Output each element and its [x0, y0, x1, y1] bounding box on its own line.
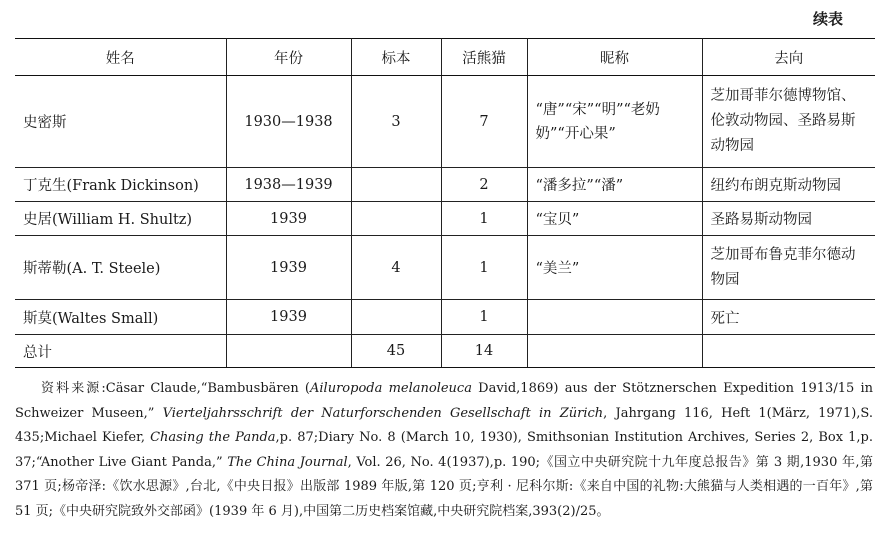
header-nicknames: 昵称 [527, 39, 702, 76]
header-specimens: 标本 [351, 39, 441, 76]
source-italic-book: Chasing the Panda [150, 430, 276, 445]
cell-name: 史密斯 [15, 76, 226, 168]
cell-destination [702, 335, 875, 368]
table-row-total [15, 335, 875, 368]
cell-destination: 芝加哥布鲁克菲尔德动物园 [702, 236, 875, 300]
cell-years: 1939 [226, 236, 351, 300]
source-text: ,p. 87;Diary No. 8 (March 10, 1930), Smithsonian Institution Archives, Series 2, Box 1,p. 37;“Another Live Giant Panda,” [15, 430, 873, 470]
source-italic-journal: The China Journal [227, 454, 348, 470]
source-text: David,1869) aus der Stötznerschen Expedition 1913/15 in Schweizer Museen,” [15, 381, 873, 421]
cell-nicknames [527, 335, 702, 368]
table-header-row [15, 39, 875, 76]
cell-live: 2 [441, 168, 527, 202]
cell-specimens [351, 168, 441, 202]
cell-name: 总计 [15, 335, 226, 368]
cell-nicknames [527, 300, 702, 335]
cell-nicknames: “唐”“宋”“明”“老奶奶”“开心果” [527, 76, 702, 168]
cell-specimens: 3 [351, 76, 441, 168]
cell-destination: 芝加哥菲尔德博物馆、伦敦动物园、圣路易斯动物园 [702, 76, 875, 168]
source-text: , Vol. 26, No. 4(1937),p. 190;《国立中央研究院十九年度总报告》第 3 期,1930 年,第 371 页;杨帝泽:《饮水思源》,台北,《中央日报》出版部 1989 年版,第 120 页;亨利 · 尼科尔斯:《来自中国的礼物:大熊猫与人类相遇的一百年》,第 51 页;《中央研究院致外交部函》(1939 年 6 月),中国第二历史档案馆藏,中央研究院档案,393(2)/25。 [15, 454, 873, 519]
cell-specimens: 45 [351, 335, 441, 368]
cell-years: 1938—1939 [226, 168, 351, 202]
cell-destination: 死亡 [702, 300, 875, 335]
cell-name: 斯蒂勒(A. T. Steele) [15, 236, 226, 300]
cell-years [226, 335, 351, 368]
cell-years: 1930—1938 [226, 76, 351, 168]
table-row [15, 76, 875, 168]
table-row [15, 202, 875, 236]
cell-destination: 圣路易斯动物园 [702, 202, 875, 236]
cell-live: 7 [441, 76, 527, 168]
cell-name: 丁克生(Frank Dickinson) [15, 168, 226, 202]
source-text: 资料来源:Cäsar Claude,“Bambusbären ( [41, 381, 310, 396]
cell-specimens: 4 [351, 236, 441, 300]
cell-live: 1 [441, 300, 527, 335]
cell-specimens [351, 300, 441, 335]
continued-table-label: 续表 [812, 10, 843, 28]
cell-live: 14 [441, 335, 527, 368]
cell-years: 1939 [226, 300, 351, 335]
header-name: 姓名 [15, 39, 226, 76]
source-italic-journal: Vierteljahrsschrift der Naturforschenden Gesellschaft in Zürich [162, 405, 604, 421]
cell-destination: 纽约布朗克斯动物园 [702, 168, 875, 202]
source-italic-species: Ailuropoda melanoleuca [310, 381, 472, 396]
cell-nicknames: “美兰” [527, 236, 702, 300]
cell-live: 1 [441, 236, 527, 300]
source-text: , Jahrgang 116, Heft 1(März, 1971),S. 435;Michael Kiefer, [15, 405, 873, 445]
cell-years: 1939 [226, 202, 351, 236]
panda-table [15, 38, 875, 368]
header-destination: 去向 [702, 39, 875, 76]
table-row [15, 168, 875, 202]
cell-name: 斯莫(Waltes Small) [15, 300, 226, 335]
header-live-pandas: 活熊猫 [441, 39, 527, 76]
source-note [15, 377, 873, 524]
cell-nicknames: “宝贝” [527, 202, 702, 236]
header-years: 年份 [226, 39, 351, 76]
table-row [15, 300, 875, 335]
cell-name: 史居(William H. Shultz) [15, 202, 226, 236]
cell-nicknames: “潘多拉”“潘” [527, 168, 702, 202]
table-row [15, 236, 875, 300]
cell-specimens [351, 202, 441, 236]
cell-live: 1 [441, 202, 527, 236]
